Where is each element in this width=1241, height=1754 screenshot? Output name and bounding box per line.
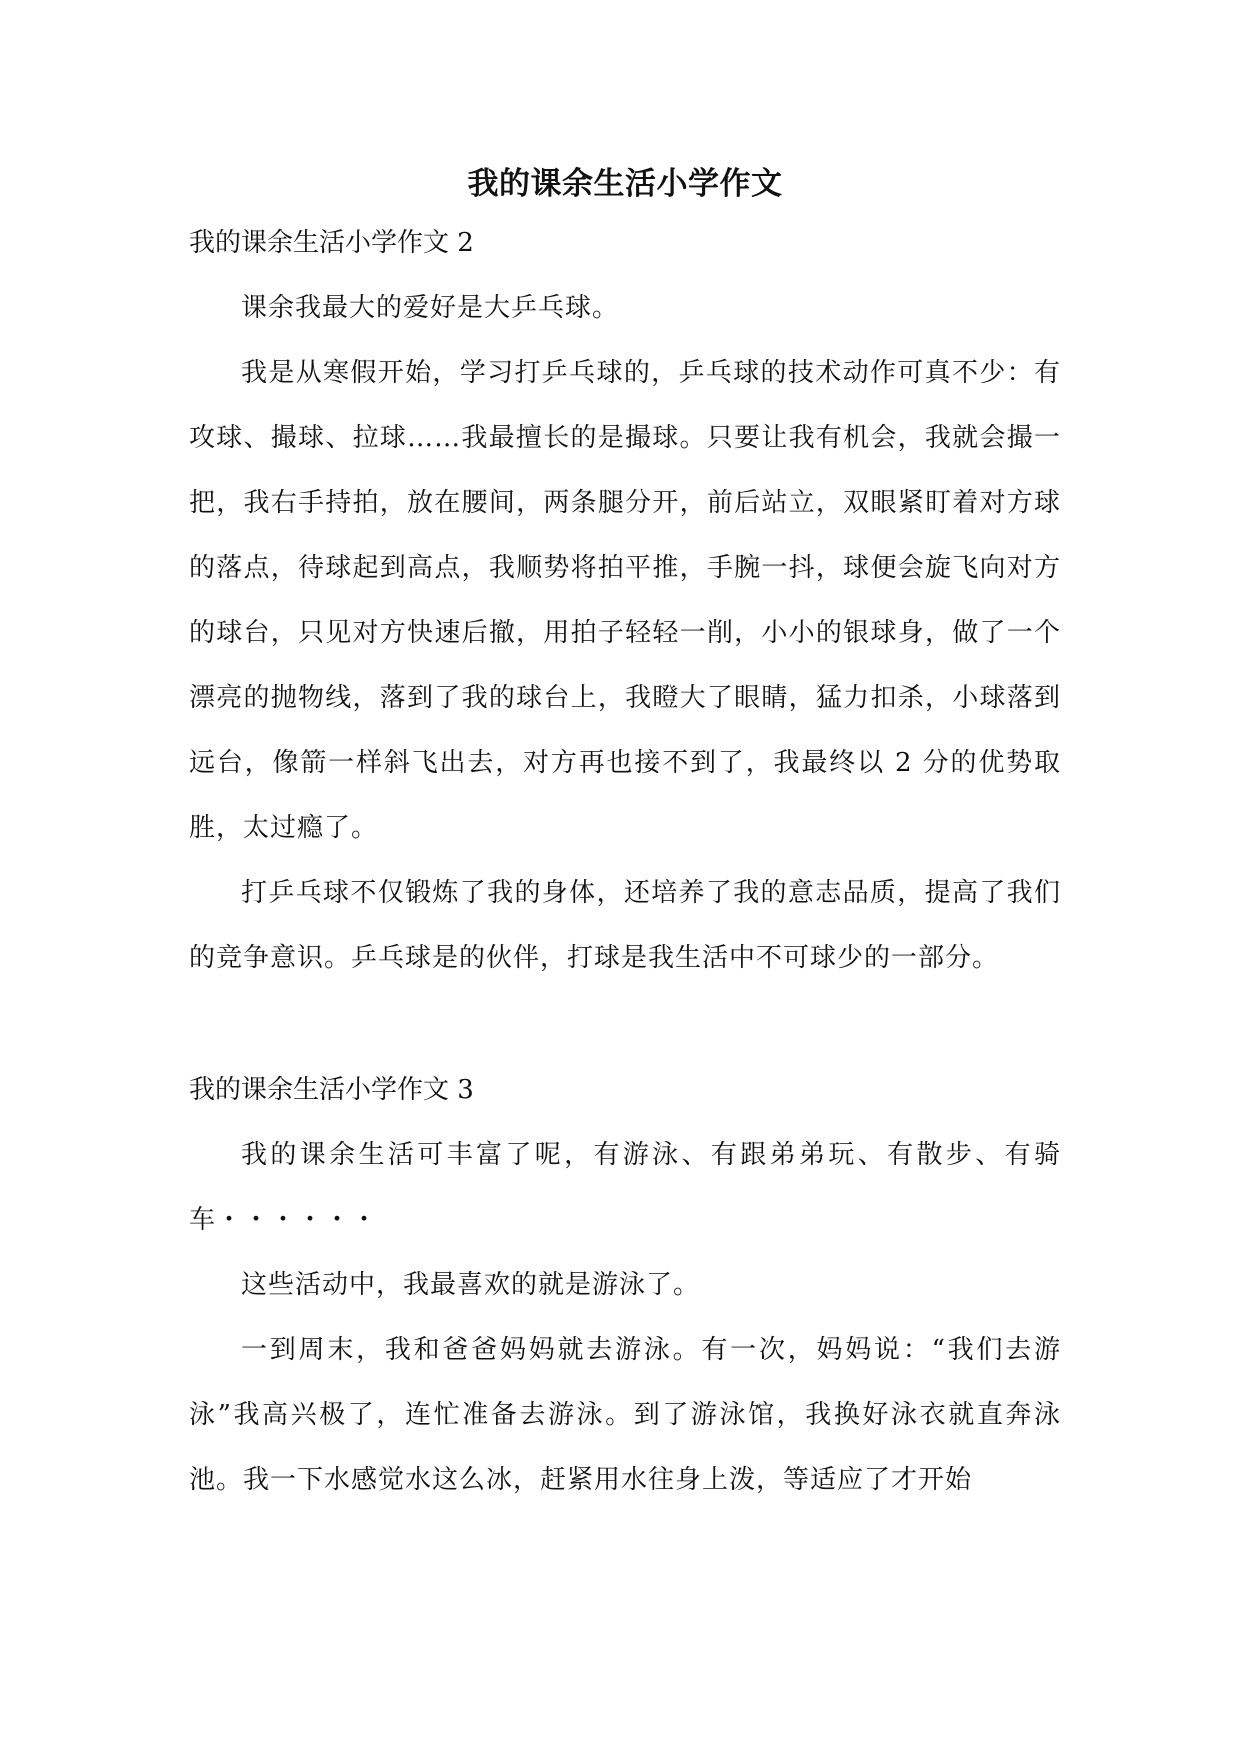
essay-heading: 我的课余生活小学作文 3 (189, 1075, 474, 1105)
essay-3 (189, 1057, 1061, 1513)
paragraph: 一到周末，我和爸爸妈妈就去游泳。有一次，妈妈说：“我们去游泳”我高兴极了，连忙准备去游泳。到了游泳馆，我换好泳衣就直奔泳池。我一下水感觉水这么冰，赶紧用水往身上泼，等适应了才开始 (189, 1335, 1061, 1495)
paragraph: 我是从寒假开始，学习打乒乓球的，乒乓球的技术动作可真不少：有攻球、撮球、拉球……我最擅长的是撮球。只要让我有机会，我就会撮一把，我右手持拍，放在腰间，两条腿分开，前后站立，双眼紧盯着对方球的落点，待球起到高点，我顺势将拍平推，手腕一抖，球便会旋飞向对方的球台，只见对方快速后撤，用拍子轻轻一削，小小的银球身，做了一个漂亮的抛物线，落到了我的球台上，我瞪大了眼睛，猛力扣杀，小球落到远台，像箭一样斜飞出去，对方再也接不到了，我最终以 2 分的优势取胜，太过瘾了。 (189, 358, 1061, 843)
paragraph: 这些活动中，我最喜欢的就是游泳了。 (241, 1270, 701, 1300)
paragraph: 我的课余生活可丰富了呢，有游泳、有跟弟弟玩、有散步、有骑车・・・・・・ (189, 1140, 1061, 1235)
document-title: 我的课余生活小学作文 (467, 166, 783, 202)
paragraph: 课余我最大的爱好是大乒乓球。 (241, 293, 620, 323)
document-content (189, 158, 1061, 1513)
essay-heading: 我的课余生活小学作文 2 (189, 228, 474, 258)
essay-2 (189, 210, 1061, 991)
paragraph: 打乒乓球不仅锻炼了我的身体，还培养了我的意志品质，提高了我们的竞争意识。乒乓球是的伙伴，打球是我生活中不可球少的一部分。 (189, 878, 1061, 973)
